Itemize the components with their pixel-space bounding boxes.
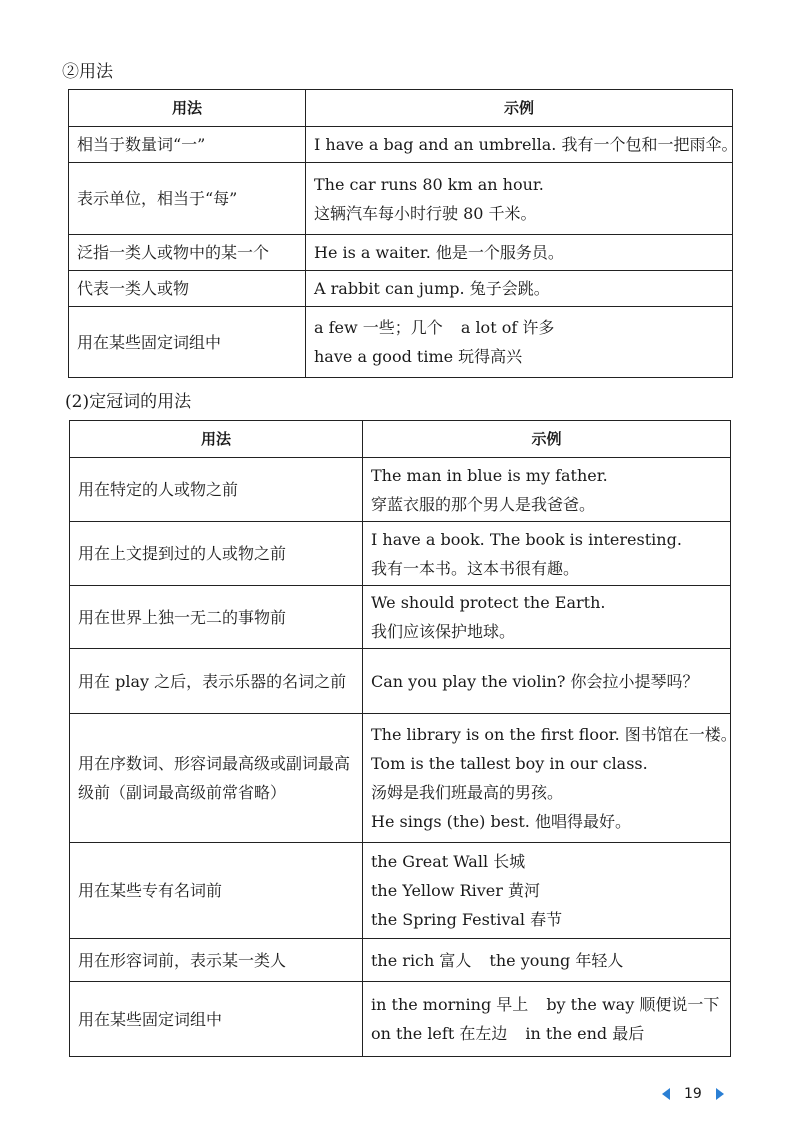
table-header-row <box>69 90 733 127</box>
example-line: the Yellow River 黄河 <box>371 881 540 900</box>
example-line: the Great Wall 长城 <box>371 852 526 871</box>
table-row <box>70 982 731 1057</box>
next-page-icon[interactable] <box>716 1088 724 1100</box>
header-usage: 用法 <box>70 421 363 458</box>
example-phrase: a few 一些；几个 <box>314 318 443 337</box>
usage-cell: 相当于数量词“一” <box>69 127 306 163</box>
example-line: Tom is the tallest boy in our class. <box>371 754 648 773</box>
example-cell <box>306 307 733 378</box>
header-example: 示例 <box>363 421 731 458</box>
page-number: 19 <box>684 1086 702 1102</box>
example-line: Can you play the violin? 你会拉小提琴吗？ <box>371 671 699 691</box>
usage-cell: 用在某些专有名词前 <box>70 843 363 939</box>
example-cell <box>306 235 733 271</box>
usage-cell: 用在某些固定词组中 <box>69 307 306 378</box>
table-row <box>70 586 731 649</box>
example-line <box>371 990 722 1019</box>
example-line: We should protect the Earth. <box>371 593 606 612</box>
usage-cell: 用在某些固定词组中 <box>70 982 363 1057</box>
table-row <box>70 649 731 714</box>
usage-cell: 用在世界上独一无二的事物前 <box>70 586 363 649</box>
example-phrase: the young 年轻人 <box>489 950 624 970</box>
example-phrase: by the way 顺便说一下 <box>546 995 720 1014</box>
example-line: 我们应该保护地球。 <box>371 622 516 641</box>
example-line: He sings (the) best. 他唱得最好。 <box>371 812 631 831</box>
example-line: I have a bag and an umbrella. 我有一个包和一把雨伞。 <box>314 135 738 154</box>
example-line <box>371 1019 722 1048</box>
example-cell <box>363 522 731 586</box>
example-phrase: in the end 最后 <box>525 1024 645 1043</box>
example-line: have a good time 玩得高兴 <box>314 347 523 366</box>
table-row <box>70 939 731 982</box>
page-navigation <box>662 1084 724 1104</box>
example-phrase: a lot of 许多 <box>460 318 555 337</box>
section2-heading: (2)定冠词的用法 <box>65 392 192 412</box>
usage-cell: 用在形容词前，表示某一类人 <box>70 939 363 982</box>
table-row <box>70 714 731 843</box>
example-line: 我有一本书。这本书很有趣。 <box>371 558 580 578</box>
table-row <box>69 235 733 271</box>
example-cell <box>306 127 738 163</box>
example-cell <box>363 982 731 1057</box>
example-phrase: the rich 富人 <box>371 950 472 970</box>
example-line: A rabbit can jump. 兔子会跳。 <box>314 279 550 298</box>
usage-cell: 代表一类人或物 <box>69 271 306 307</box>
header-example: 示例 <box>306 90 733 127</box>
usage-cell: 用在特定的人或物之前 <box>70 458 363 522</box>
example-line <box>314 313 724 342</box>
table-row <box>69 163 733 235</box>
table-row <box>69 127 733 163</box>
table-row <box>70 843 731 939</box>
example-cell <box>363 939 731 982</box>
example-line: He is a waiter. 他是一个服务员。 <box>314 243 564 262</box>
example-line <box>371 946 722 975</box>
example-line: The library is on the first floor. 图书馆在一楼。 <box>371 725 737 744</box>
usage-cell: 表示单位，相当于“每” <box>69 163 306 235</box>
example-line: the Spring Festival 春节 <box>371 910 563 929</box>
table-row <box>70 458 731 522</box>
example-line: 穿蓝衣服的那个男人是我爸爸。 <box>371 494 596 514</box>
example-phrase: in the morning 早上 <box>371 995 529 1014</box>
example-line: 汤姆是我们班最高的男孩。 <box>371 783 564 802</box>
example-cell <box>306 163 733 235</box>
indefinite-article-usage-table <box>68 89 738 378</box>
example-cell <box>363 843 731 939</box>
usage-cell: 用在上文提到过的人或物之前 <box>70 522 363 586</box>
example-line: I have a book. The book is interesting. <box>371 529 682 549</box>
table-row <box>69 271 733 307</box>
example-phrase: on the left 在左边 <box>371 1024 508 1043</box>
usage-cell: 用在序数词、形容词最高级或副词最高级前（副词最高级前常省略） <box>70 714 363 843</box>
example-cell <box>363 649 731 714</box>
example-line: The man in blue is my father. <box>371 465 608 485</box>
header-usage: 用法 <box>69 90 306 127</box>
example-line: 这辆汽车每小时行驶 80 千米。 <box>314 203 537 223</box>
table-row <box>69 307 733 378</box>
previous-page-icon[interactable] <box>662 1088 670 1100</box>
example-cell <box>306 271 733 307</box>
example-line: The car runs 80 km an hour. <box>314 174 544 194</box>
usage-cell: 用在 play 之后，表示乐器的名词之前 <box>70 649 363 714</box>
section1-heading: ②用法 <box>62 62 113 82</box>
definite-article-usage-table <box>69 420 737 1057</box>
example-cell <box>363 586 731 649</box>
example-cell <box>363 458 731 522</box>
usage-cell: 泛指一类人或物中的某一个 <box>69 235 306 271</box>
example-cell <box>363 714 737 843</box>
table-header-row <box>70 421 731 458</box>
table-row <box>70 522 731 586</box>
